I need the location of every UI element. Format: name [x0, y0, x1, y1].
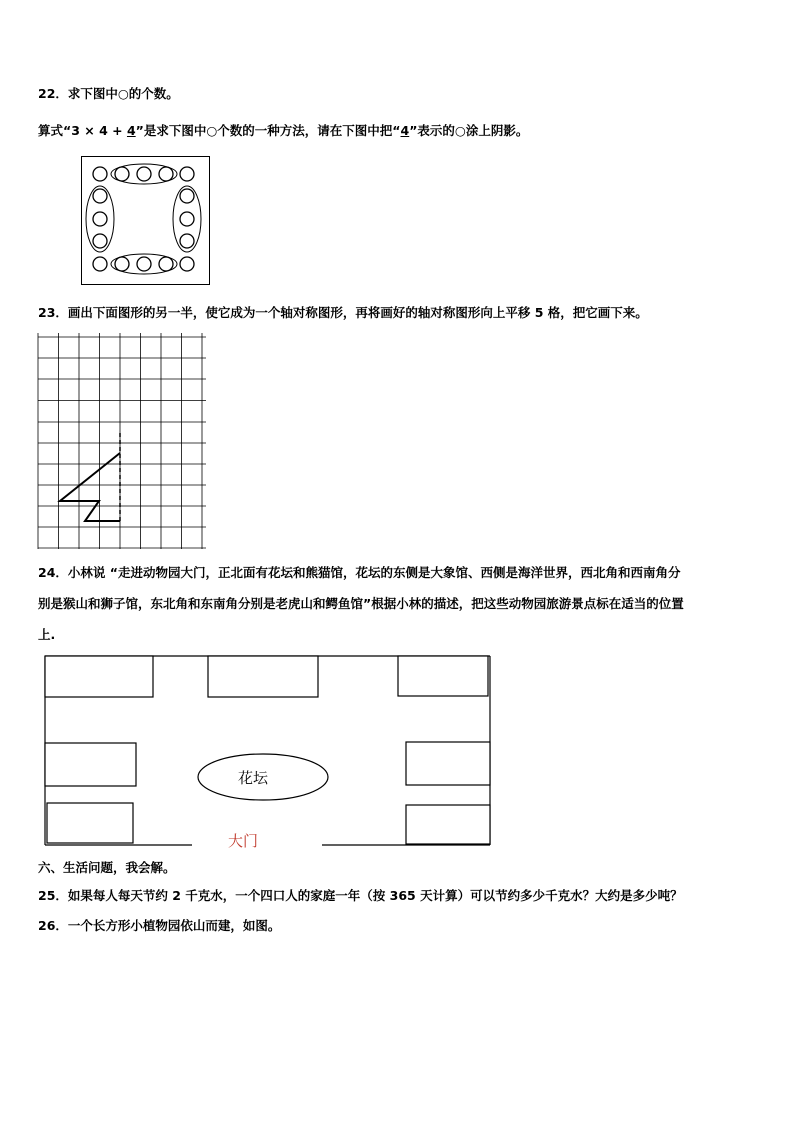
q24-box-southeast: [406, 805, 490, 844]
q24-line-3: 上.: [38, 627, 56, 642]
q24-box-west: [45, 743, 136, 786]
q24-line-1: 24．小林说 “走进动物园大门，正北面有花坛和熊猫馆，花坛的东侧是大象馆、西侧是海洋世界，西北角和西南角分: [38, 565, 681, 580]
q24-zoo-map[interactable]: [44, 655, 492, 850]
q24-box-east: [406, 742, 490, 785]
q22-blank-1[interactable]: 4: [126, 123, 136, 138]
q22-text-before: 算式“3 × 4 +: [38, 123, 127, 138]
q22-text-middle: ”是求下图中○个数的一种方法，请在下图中把“: [135, 123, 401, 138]
q24-line-2: 别是猴山和狮子馆，东北角和东南角分别是老虎山和鳄鱼馆”根据小林的描述，把这些动物园旅游景点标在适当的位置: [38, 596, 684, 611]
q24-box-northwest: [45, 656, 153, 697]
q22-text-after: ”表示的○涂上阴影。: [409, 123, 529, 138]
q25-text: 25．如果每人每天节约 2 千克水，一个四口人的家庭一年（按 365 天计算）可以节约多少千克水？大约是多少吨？: [38, 888, 683, 903]
q22-blank-2[interactable]: 4: [400, 123, 410, 138]
section6-title: 六、生活问题，我会解。: [38, 860, 176, 875]
q22-circle-figure[interactable]: [81, 156, 211, 286]
q22-instruction: [38, 121, 528, 139]
q23-grid-figure[interactable]: [38, 333, 208, 551]
q22-circles: [93, 167, 194, 271]
q24-box-southwest: [47, 803, 133, 843]
q24-box-north: [208, 656, 318, 697]
q26-text: 26．一个长方形小植物园依山而建，如图。: [38, 918, 281, 933]
q22-title: 22．求下图中○的个数。: [38, 86, 179, 101]
q24-flowerbed-label: 花坛: [237, 769, 269, 787]
q23-grid-lines: [38, 333, 206, 549]
q24-box-northeast: [398, 656, 488, 696]
q24-gate-label: 大门: [227, 832, 259, 850]
q23-half-shape: [60, 453, 120, 521]
q23-title: 23．画出下面图形的另一半，使它成为一个轴对称图形，再将画好的轴对称图形向上平移 5 格，把它画下来。: [38, 305, 648, 320]
